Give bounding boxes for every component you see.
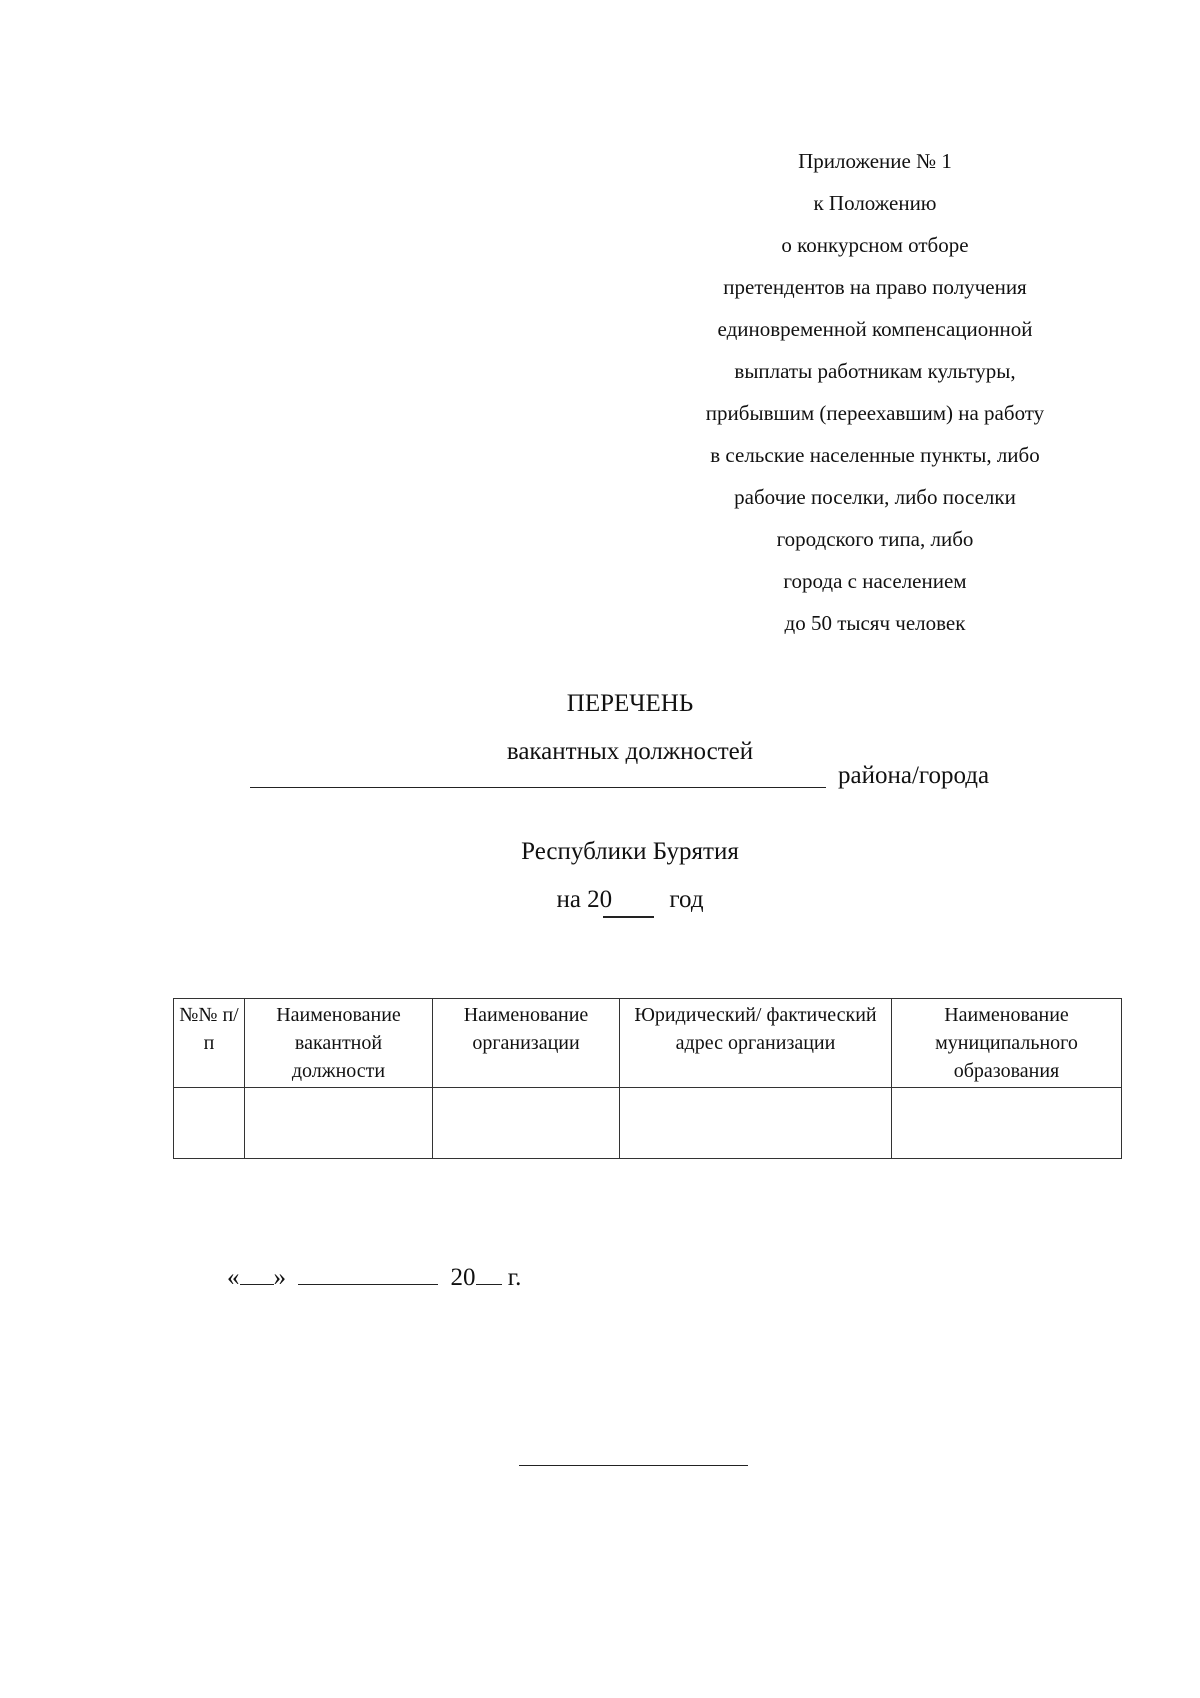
open-quote: « [227, 1264, 240, 1291]
appendix-line: до 50 тысяч человек [784, 611, 966, 635]
vacancies-table [173, 998, 1122, 1159]
document-subtitle: вакантных должностей [506, 738, 754, 765]
day-blank [240, 1258, 274, 1285]
year-heading [0, 886, 1200, 914]
date-year-prefix: 20 [450, 1264, 476, 1291]
close-quote: » [273, 1264, 286, 1291]
table-cell [892, 1088, 1122, 1159]
appendix-line: выплаты работникам культуры, [734, 359, 1016, 383]
table-cell [245, 1088, 433, 1159]
month-blank [298, 1258, 438, 1285]
table-cell [433, 1088, 620, 1159]
appendix-line: в сельские населенные пункты, либо [710, 443, 1040, 467]
date-year-blank [476, 1258, 502, 1285]
table-header-row [174, 999, 1122, 1088]
year-blank-line [603, 916, 654, 918]
date-line [227, 1258, 521, 1292]
district-blank-line [250, 787, 826, 788]
appendix-line: города с населением [783, 569, 967, 593]
appendix-block [625, 140, 1125, 644]
appendix-line: городского типа, либо [776, 527, 974, 551]
header-number: №№ п/п [174, 999, 245, 1088]
district-suffix: района/города [838, 762, 990, 789]
header-position: Наименование вакантной должности [245, 999, 433, 1088]
appendix-line: о конкурсном отборе [781, 233, 969, 257]
signature-line [519, 1465, 748, 1466]
appendix-line: претендентов на право получения [723, 275, 1027, 299]
appendix-line: Приложение № 1 [798, 149, 952, 173]
appendix-line: рабочие поселки, либо поселки [734, 485, 1016, 509]
appendix-line: единовременной компенсационной [717, 317, 1033, 341]
header-address: Юридический/ фактический адрес организации [620, 999, 892, 1088]
date-suffix: г. [507, 1264, 522, 1291]
table-cell [620, 1088, 892, 1159]
year-suffix: год [669, 886, 704, 913]
appendix-line: к Положению [813, 191, 937, 215]
republic-name: Республики Бурятия [521, 838, 739, 865]
appendix-line: прибывшим (переехавшим) на работу [705, 401, 1045, 425]
year-prefix: на 20 [556, 886, 613, 913]
header-municipality: Наименование муниципального образования [892, 999, 1122, 1088]
header-organization: Наименование организации [433, 999, 620, 1088]
table-cell [174, 1088, 245, 1159]
document-title: ПЕРЕЧЕНЬ [566, 690, 694, 717]
table-row [174, 1088, 1122, 1159]
